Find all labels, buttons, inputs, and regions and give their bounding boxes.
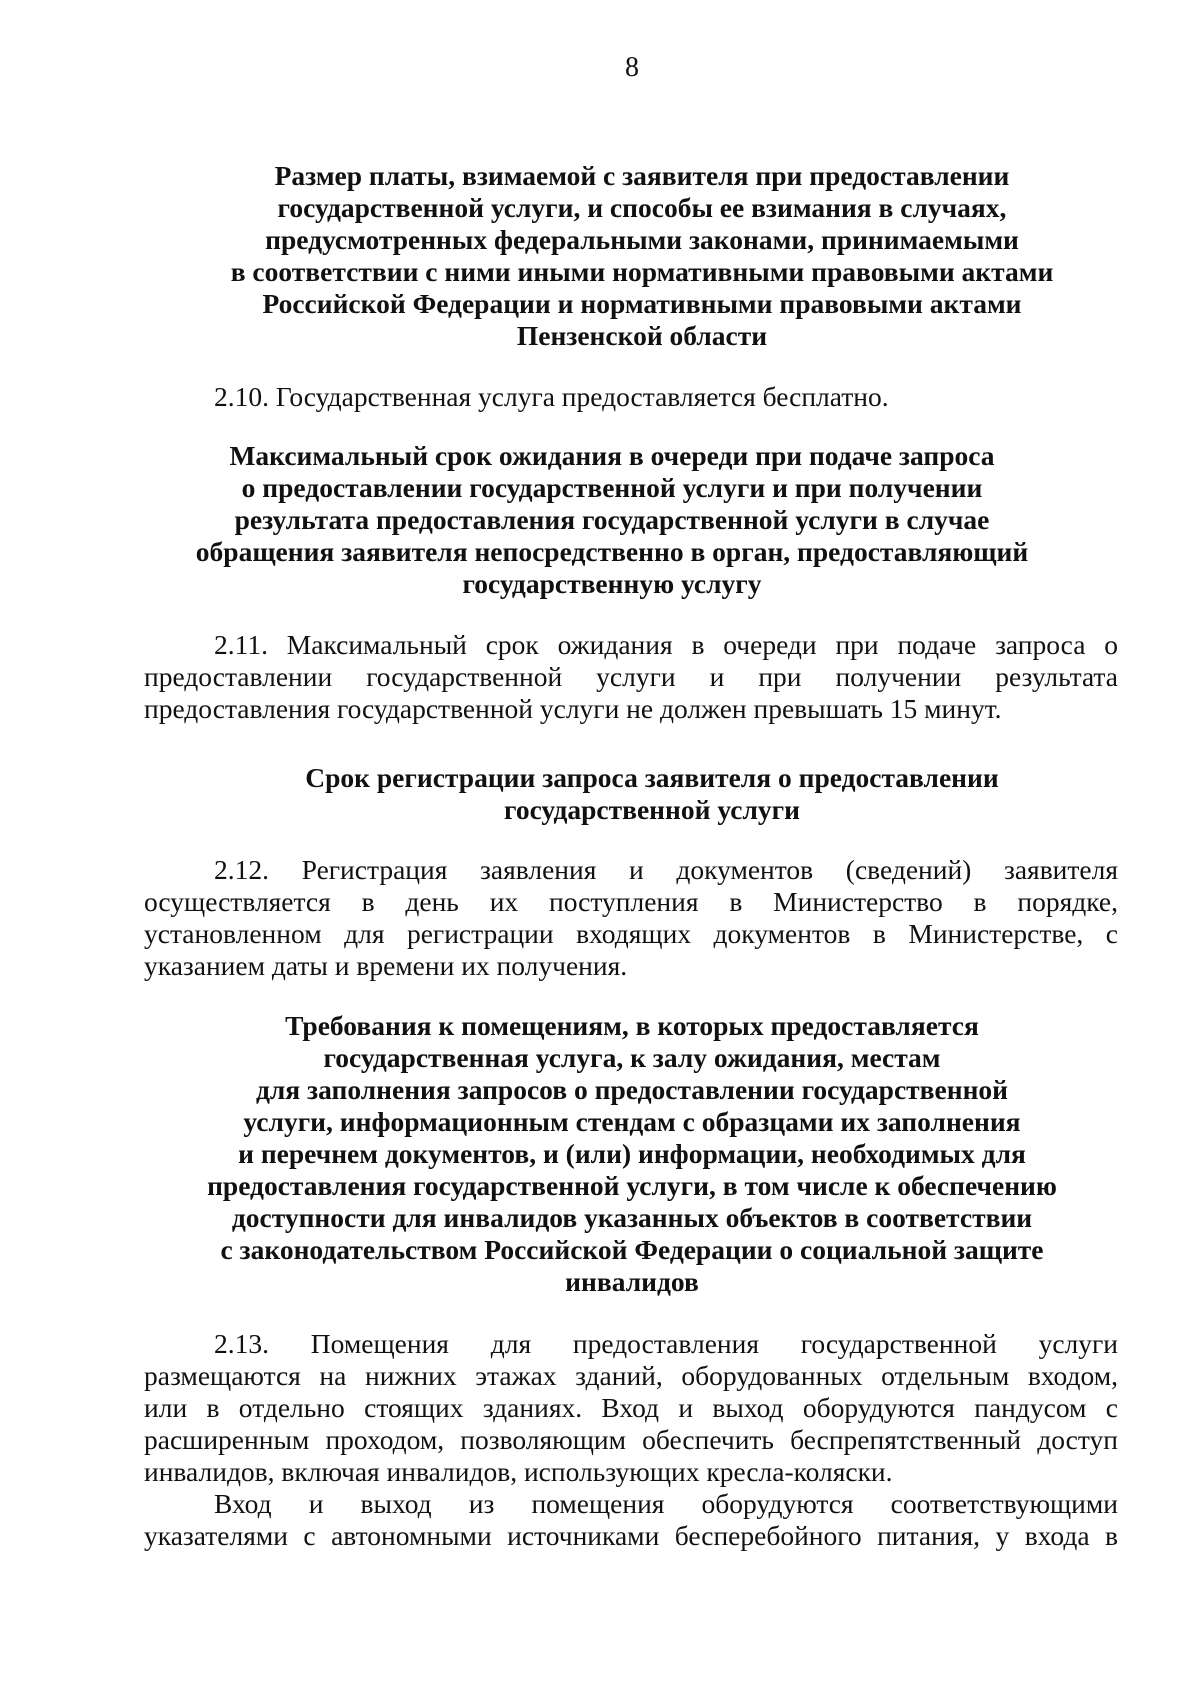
- heading-line: Срок регистрации запроса заявителя о предоставлении: [305, 762, 999, 793]
- heading-line: о предоставлении государственной услуги и при получении: [241, 472, 983, 503]
- section-heading-premises-requirements: [180, 1010, 1084, 1298]
- paragraph-line: или в отдельно стоящих зданиях. Вход и выход оборудуются пандусом с: [144, 1392, 1118, 1423]
- paragraph-line: Вход и выход из помещения оборудуются соответствующими: [214, 1488, 1118, 1519]
- heading-line: обращения заявителя непосредственно в орган, предоставляющий: [195, 536, 1029, 567]
- heading-line: государственной услуги, и способы ее взимания в случаях,: [277, 192, 1007, 223]
- paragraph-line: указанием даты и времени их получения.: [144, 950, 628, 981]
- heading-line: государственную услугу: [462, 568, 762, 599]
- paragraph-line: расширенным проходом, позволяющим обеспечить беспрепятственный доступ: [144, 1424, 1118, 1455]
- heading-line: Размер платы, взимаемой с заявителя при предоставлении: [274, 160, 1010, 191]
- section-heading-queue-time: [160, 440, 1064, 600]
- heading-line: государственная услуга, к залу ожидания, местам: [323, 1042, 941, 1073]
- paragraph-line: 2.10. Государственная услуга предоставляется бесплатно.: [214, 381, 889, 412]
- heading-line: инвалидов: [565, 1266, 699, 1297]
- heading-line: с законодательством Российской Федерации о социальной защите: [220, 1234, 1044, 1265]
- heading-line: услуги, информационным стендам с образцами их заполнения: [243, 1106, 1021, 1137]
- heading-line: Российской Федерации и нормативными правовыми актами: [262, 288, 1022, 319]
- heading-line: государственной услуги: [504, 794, 800, 825]
- paragraph-line: осуществляется в день их поступления в Министерство в порядке,: [144, 886, 1118, 917]
- paragraph-line: предоставлении государственной услуги и при получении результата: [144, 661, 1118, 692]
- paragraph-line: размещаются на нижних этажах зданий, оборудованных отдельным входом,: [144, 1360, 1118, 1391]
- heading-line: результата предоставления государственной услуги в случае: [234, 504, 990, 535]
- heading-line: и перечнем документов, и (или) информации, необходимых для: [238, 1138, 1026, 1169]
- heading-line: Максимальный срок ожидания в очереди при подаче запроса: [229, 440, 995, 471]
- heading-line: предоставления государственной услуги, в том числе к обеспечению: [207, 1170, 1057, 1201]
- heading-line: Пензенской области: [516, 320, 768, 351]
- paragraph-line: 2.12. Регистрация заявления и документов (сведений) заявителя: [214, 854, 1118, 885]
- paragraph-line: инвалидов, включая инвалидов, использующих кресла-коляски.: [144, 1456, 893, 1487]
- paragraph-line: 2.11. Максимальный срок ожидания в очереди при подаче запроса о: [214, 629, 1118, 660]
- paragraph-2-11: [144, 629, 1118, 725]
- paragraph-line: предоставления государственной услуги не должен превышать 15 минут.: [144, 693, 1002, 724]
- paragraph-line: 2.13. Помещения для предоставления государственной услуги: [214, 1328, 1118, 1359]
- heading-line: в соответствии с ними иными нормативными правовыми актами: [230, 256, 1054, 287]
- paragraph-2-13: [144, 1328, 1118, 1552]
- page-number: 8: [625, 52, 639, 83]
- paragraph-line: указателями с автономными источниками бесперебойного питания, у входа в: [144, 1520, 1118, 1551]
- section-heading-fee: [190, 160, 1094, 352]
- heading-line: для заполнения запросов о предоставлении государственной: [255, 1074, 1009, 1105]
- heading-line: предусмотренных федеральными законами, принимаемыми: [265, 224, 1019, 255]
- paragraph-line: установленном для регистрации входящих документов в Министерстве, с: [144, 918, 1118, 949]
- paragraph-2-10: [144, 381, 1118, 413]
- paragraph-2-12: [144, 854, 1118, 982]
- section-heading-registration: [200, 762, 1104, 826]
- heading-line: Требования к помещениям, в которых предоставляется: [285, 1010, 979, 1041]
- heading-line: доступности для инвалидов указанных объектов в соответствии: [231, 1202, 1033, 1233]
